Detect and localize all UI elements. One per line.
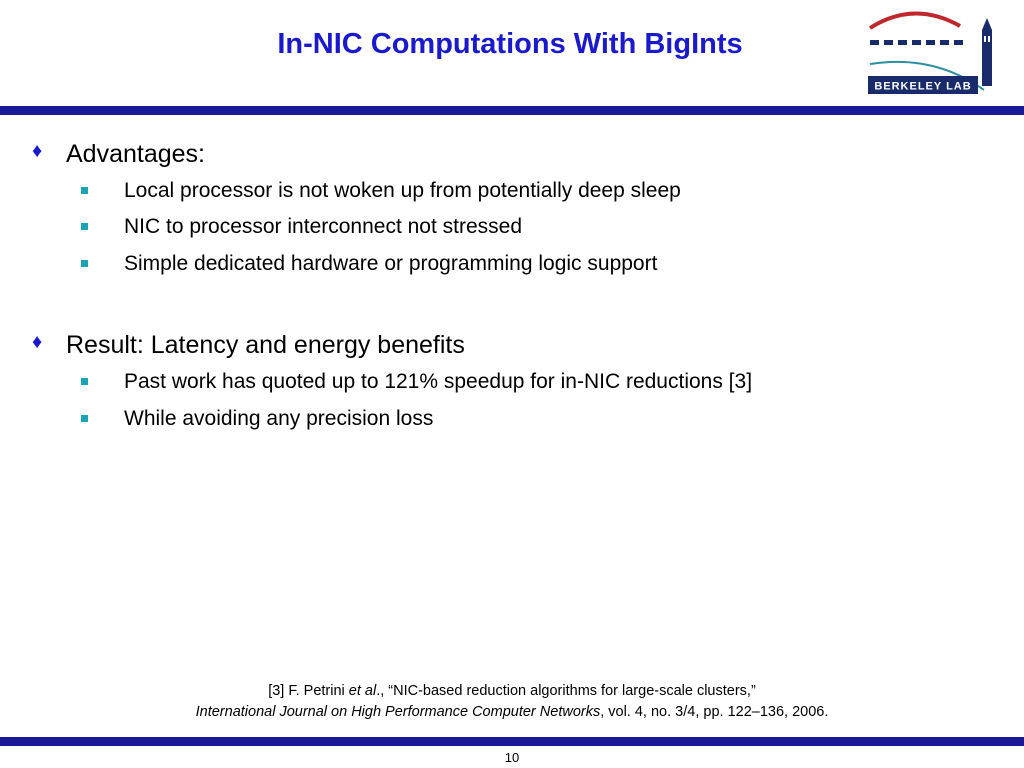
square-bullet-icon <box>81 378 88 385</box>
sub-bullet-text: Past work has quoted up to 121% speedup for in-NIC reductions [3] <box>124 370 753 393</box>
sub-bullet-text: Simple dedicated hardware or programming logic support <box>124 252 658 275</box>
square-bullet-icon <box>81 415 88 422</box>
diamond-bullet-icon: ♦ <box>32 140 43 162</box>
square-bullet-icon <box>81 260 88 267</box>
top-divider <box>0 106 1024 115</box>
page-number: 10 <box>504 750 520 765</box>
square-bullet-icon <box>81 187 88 194</box>
bullet-text: Advantages: <box>66 140 205 168</box>
footnote-title: ., “NIC-based reduction algorithms for large-scale clusters,” <box>376 683 756 699</box>
sub-bullet-text: While avoiding any precision loss <box>124 407 434 430</box>
footnote-line-2 <box>0 702 1024 723</box>
sub-bullet-text: Local processor is not woken up from potentially deep sleep <box>124 179 681 202</box>
footnote-journal: International Journal on High Performance Computer Networks <box>195 704 601 720</box>
bottom-divider <box>0 737 1024 746</box>
bullet-text: Result: Latency and energy benefits <box>66 331 465 359</box>
footnote-citation <box>0 681 1024 723</box>
sub-bullet <box>124 370 752 394</box>
sub-bullet <box>124 179 681 203</box>
footnote-ref: [3] F. Petrini <box>268 683 349 699</box>
logo-text: BERKELEY LAB <box>874 80 972 93</box>
sub-bullet <box>124 252 657 276</box>
footnote-line-1 <box>0 681 1024 702</box>
footnote-etal: et al <box>348 683 377 699</box>
bullet-advantages <box>32 140 205 169</box>
square-bullet-icon <box>81 223 88 230</box>
diamond-bullet-icon: ♦ <box>32 331 43 353</box>
bullet-result <box>32 331 465 360</box>
footnote-details: , vol. 4, no. 3/4, pp. 122–136, 2006. <box>600 704 829 720</box>
sub-bullet-text: NIC to processor interconnect not stressed <box>124 215 523 238</box>
berkeley-lab-logo <box>864 6 1014 98</box>
sub-bullet <box>124 215 522 239</box>
slide-title: In-NIC Computations With BigInts <box>277 28 743 60</box>
sub-bullet <box>124 407 433 431</box>
